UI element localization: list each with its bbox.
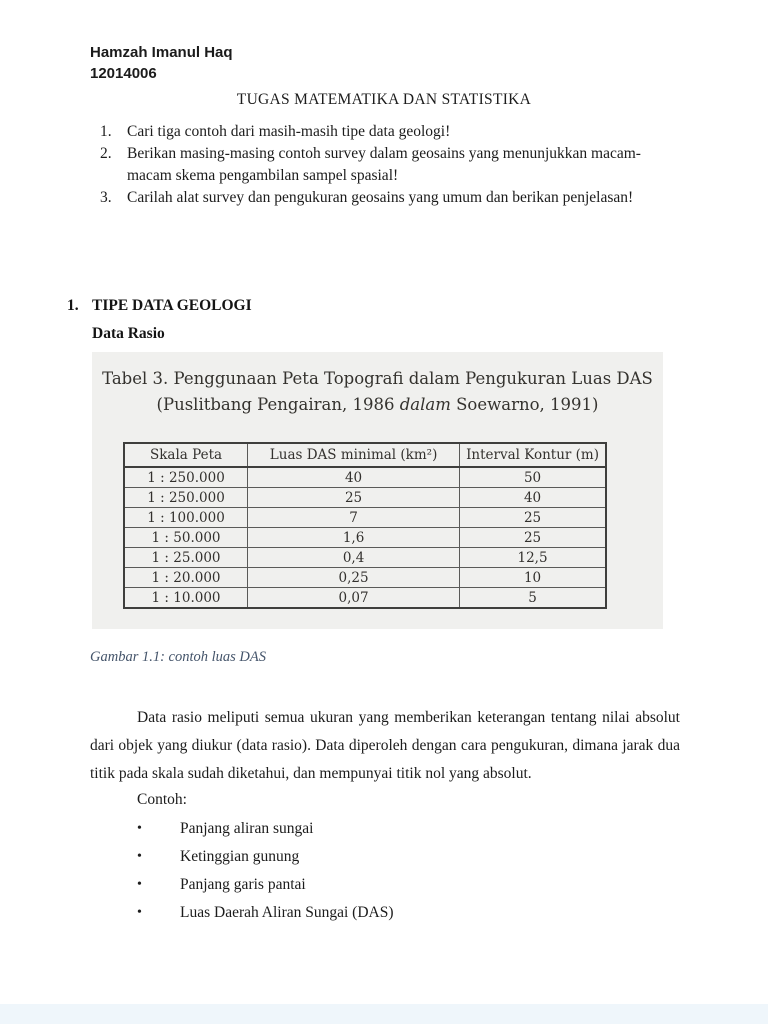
figure-title-line2 [92,392,663,418]
table-row [124,548,606,568]
bullet-item [137,871,557,899]
question-item [100,121,680,143]
table-cell: 1 : 100.000 [124,508,248,528]
table-cell: 10 [460,568,606,588]
table-header-row [124,443,606,467]
table-cell: 7 [248,508,460,528]
data-table [123,442,607,609]
table-cell: 12,5 [460,548,606,568]
figure-title-line2-pre: (Puslitbang Pengairan, 1986 [156,395,395,414]
document-title: TUGAS MATEMATIKA DAN STATISTIKA [236,91,532,108]
table-cell: 1 : 250.000 [124,488,248,508]
bullet-item [137,899,557,927]
bullet-item [137,815,557,843]
table-cell: 40 [248,467,460,488]
bullet-icon: • [137,849,142,864]
contoh-label: Contoh: [137,791,187,808]
table-cell: 1,6 [248,528,460,548]
section-number: 1. [67,297,79,314]
body-paragraph: Data rasio meliputi semua ukuran yang memberikan keterangan tentang nilai absolut dari objek yang diukur (data rasio). Data diperoleh dengan cara pengukuran, dimana jarak dua titik pada skala sudah diketahui, dan mempunyai titik nol yang absolut. [90,709,680,782]
question-number: 2. [100,145,112,162]
table-cell: 0,25 [248,568,460,588]
figure-title [92,366,663,418]
column-header: Interval Kontur (m) [460,443,606,467]
question-text: Cari tiga contoh dari masih-masih tipe data geologi! [127,123,451,140]
table-cell: 40 [460,488,606,508]
section-heading-text: TIPE DATA GEOLOGI [92,297,252,314]
question-text: Berikan masing-masing contoh survey dalam geosains yang menunjukkan macam-macam skema pengambilan sampel spasial! [127,145,641,184]
bullet-text: Luas Daerah Aliran Sungai (DAS) [180,904,394,921]
table-cell: 25 [460,528,606,548]
author-block [90,42,233,84]
question-number: 3. [100,189,112,206]
question-item [100,143,680,187]
figure-title-line2-italic: dalam [399,395,451,414]
bullet-list [137,815,557,927]
figure-caption: Gambar 1.1: contoh luas DAS [90,649,267,665]
question-number: 1. [100,123,112,140]
table-row [124,467,606,488]
author-name: Hamzah Imanul Haq [90,44,233,61]
bullet-text: Panjang garis pantai [180,876,306,893]
question-text: Carilah alat survey dan pengukuran geosains yang umum dan berikan penjelasan! [127,189,634,206]
section-heading [67,297,252,315]
figure-title-line2-post: Soewarno, 1991) [456,395,599,414]
question-item [100,187,680,209]
table-cell: 1 : 25.000 [124,548,248,568]
column-header: Luas DAS minimal (km²) [248,443,460,467]
table-cell: 1 : 50.000 [124,528,248,548]
table-figure-image [92,352,663,629]
table-cell: 0,4 [248,548,460,568]
author-id: 12014006 [90,65,157,82]
table-cell: 25 [460,508,606,528]
table-row [124,528,606,548]
bullet-item [137,843,557,871]
table-row [124,508,606,528]
bullet-icon: • [137,877,142,892]
question-list [100,121,680,209]
figure-title-line1: Tabel 3. Penggunaan Peta Topografi dalam Pengukuran Luas DAS [102,369,653,388]
subsection-heading: Data Rasio [92,325,165,342]
bullet-icon: • [137,905,142,920]
bullet-text: Panjang aliran sungai [180,820,314,837]
page-bottom-band [0,1004,768,1024]
table-cell: 25 [248,488,460,508]
table-cell: 0,07 [248,588,460,609]
table-cell: 5 [460,588,606,609]
table-cell: 1 : 20.000 [124,568,248,588]
bullet-icon: • [137,821,142,836]
table-row [124,488,606,508]
table-row [124,588,606,609]
table-cell: 1 : 250.000 [124,467,248,488]
table-cell: 1 : 10.000 [124,588,248,609]
bullet-text: Ketinggian gunung [180,848,300,865]
column-header: Skala Peta [124,443,248,467]
table-cell: 50 [460,467,606,488]
table-row [124,568,606,588]
